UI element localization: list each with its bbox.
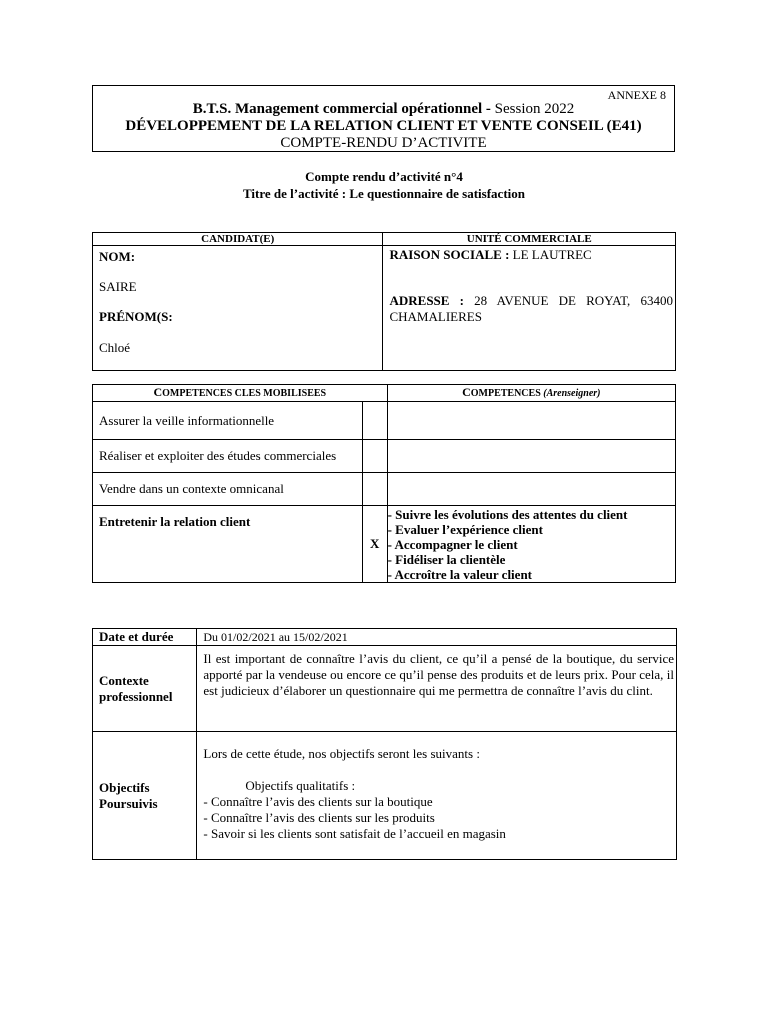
prenom-label: PRÉNOM(S: (99, 309, 173, 324)
competence-detail (387, 402, 675, 440)
competence-row (93, 402, 676, 440)
competences-header-right: COMPETENCES (Arenseigner) (387, 385, 675, 402)
competence-label: Entretenir la relation client (93, 506, 363, 583)
activity-title: Titre de l’activité : Le questionnaire de satisfaction (242, 186, 525, 201)
activity-table (92, 628, 677, 860)
report-type: COMPTE-RENDU D’ACTIVITE (280, 135, 487, 151)
objectifs-row (93, 732, 677, 860)
contexte-label: Contexte professionnel (93, 646, 197, 732)
raison-label: RAISON SOCIALE : (389, 247, 513, 262)
competence-detail (387, 473, 675, 506)
bts-title (93, 101, 674, 118)
competence-mark (362, 440, 387, 473)
date-row (93, 629, 677, 646)
objectifs-sub: Objectifs qualitatifs : (245, 778, 356, 793)
competence-mark: X (362, 506, 387, 583)
report-title: Compte rendu d’activité n°4 (305, 169, 463, 184)
competence-label: Réaliser et exploiter des études commerciales (93, 440, 363, 473)
adresse (389, 293, 673, 325)
sub-item: - Fidéliser la clientèle (387, 552, 506, 567)
competence-label: Assurer la veille informationnelle (93, 402, 363, 440)
sub-item: - Evaluer l’expérience client (387, 522, 543, 537)
objectif-item: - Connaître l’avis des clients sur les produits (203, 810, 435, 825)
session-label: Session 2022 (494, 101, 575, 117)
candidate-table (92, 232, 676, 371)
sub-item: - Accompagner le client (387, 537, 518, 552)
prenom-value: Chloé (99, 340, 131, 355)
sub-item: - Suivre les évolutions des attentes du client (387, 507, 628, 522)
contexte-row (93, 646, 677, 732)
competence-detail (387, 506, 675, 583)
candidate-cell (93, 246, 383, 371)
nom-label: NOM: (99, 249, 136, 264)
adresse-value: 28 AVENUE DE ROYAT, 63400 CHAMALIERES (389, 293, 673, 324)
unit-cell (383, 246, 676, 371)
annexe-label: ANNEXE 8 (607, 88, 666, 102)
objectif-item: - Connaître l’avis des clients sur la boutique (203, 794, 433, 809)
contexte-text: Il est important de connaître l’avis du client, ce qu’il a pensé de la boutique, du service apporté par la vendeuse ou encore ce qu’il pense des produits et de leurs prix. Pour cela, il est judicieux d’élaborer un questionnaire qui me permettra de connaître l’avis du clint. (197, 646, 677, 732)
competence-row (93, 440, 676, 473)
competences-header-left: COMPETENCES CLES MOBILISEES (93, 385, 388, 402)
objectifs-intro: Lors de cette étude, nos objectifs seront les suivants : (203, 746, 480, 761)
candidate-header: CANDIDAT(E) (93, 233, 383, 246)
bts-title-bold: B.T.S. Management commercial opérationnel - (192, 101, 495, 117)
competence-mark (362, 473, 387, 506)
competence-row (93, 473, 676, 506)
sub-item: - Accroître la valeur client (387, 567, 532, 582)
raison-value: LE LAUTREC (512, 247, 592, 262)
nom-value: SAIRE (99, 279, 137, 294)
competence-label: Vendre dans un contexte omnicanal (93, 473, 363, 506)
raison-sociale (389, 247, 591, 263)
adresse-label: ADRESSE : (389, 293, 475, 308)
competences-table (92, 384, 676, 583)
objectifs-text (197, 732, 677, 860)
date-label: Date et durée (93, 629, 197, 646)
objectif-item: - Savoir si les clients sont satisfait de l’accueil en magasin (203, 826, 506, 841)
objectifs-label: Objectifs Poursuivis (93, 732, 197, 860)
date-value: Du 01/02/2021 au 15/02/2021 (197, 629, 677, 646)
competence-row (93, 506, 676, 583)
header-box (92, 85, 675, 152)
competence-mark (362, 402, 387, 440)
competence-detail (387, 440, 675, 473)
unit-header: UNITÉ COMMERCIALE (383, 233, 676, 246)
exam-title: DÉVELOPPEMENT DE LA RELATION CLIENT ET VENTE CONSEIL (E41) (125, 118, 642, 134)
